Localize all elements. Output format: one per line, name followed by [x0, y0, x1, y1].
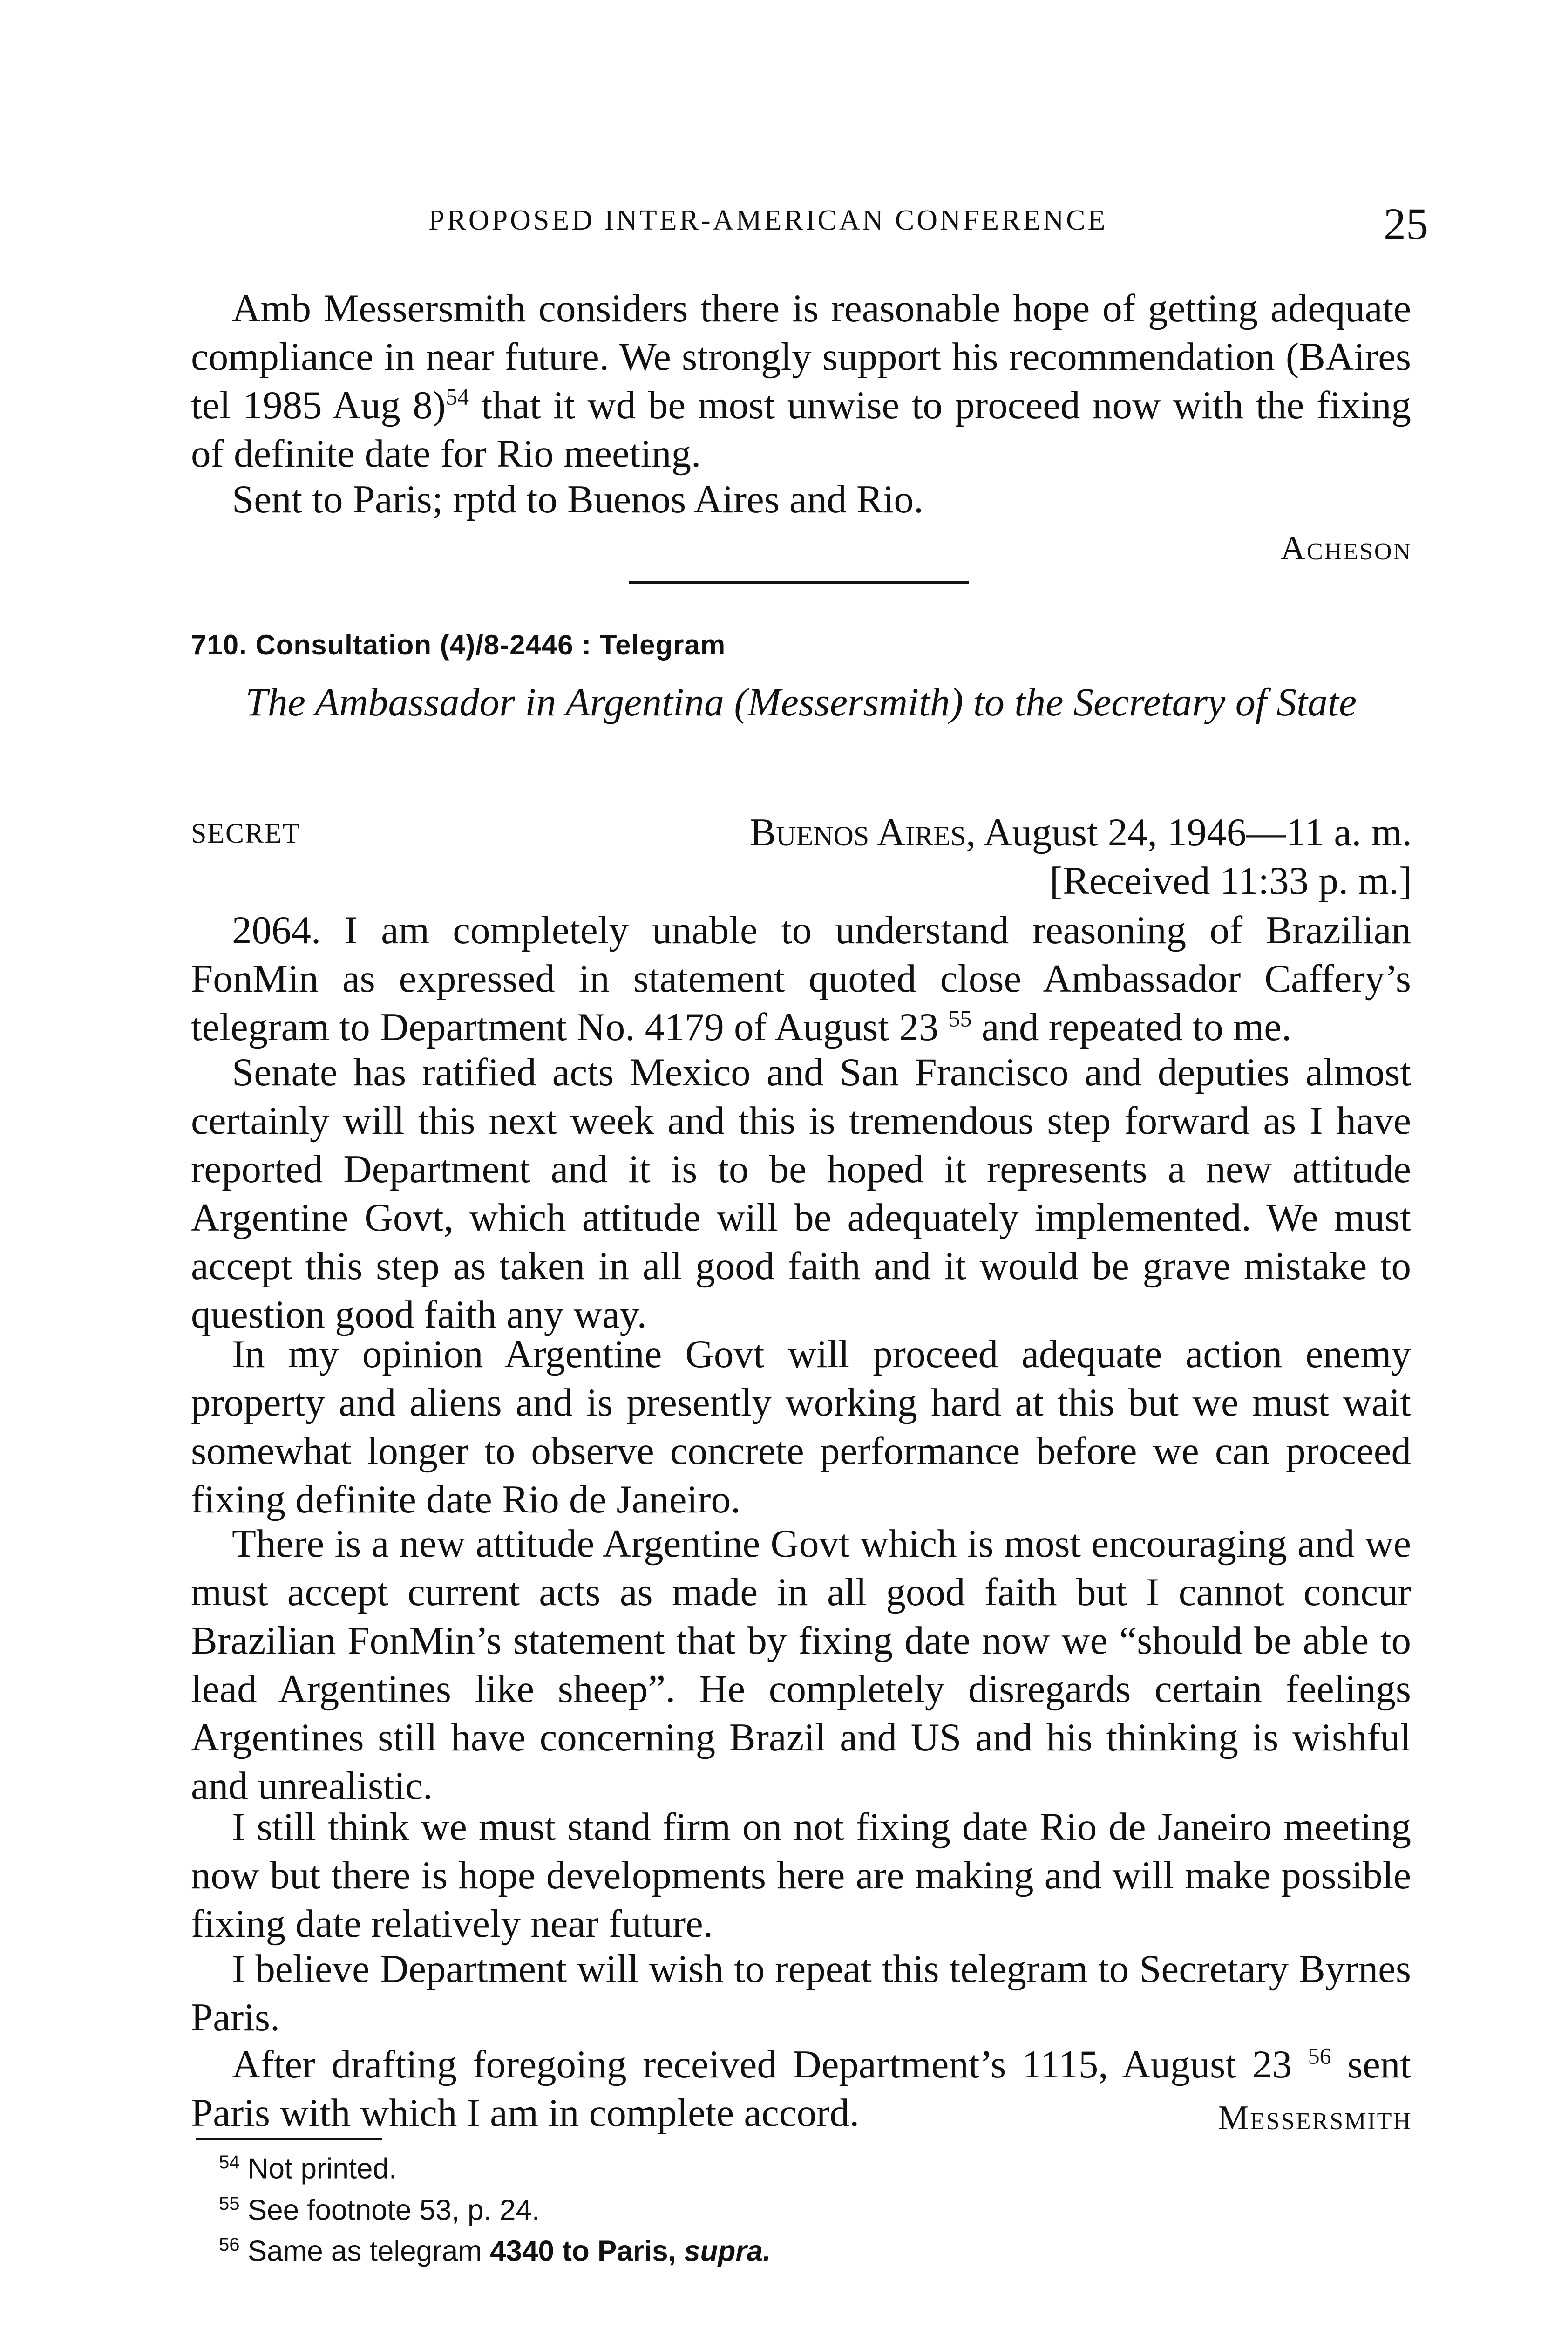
- telegram-paragraph-1-text-b: and repeated to me.: [971, 1005, 1292, 1049]
- prev-paragraph-1-text-b: that it wd be most unwise to proceed now with the fixing of definite date for Rio meeting.: [191, 383, 1411, 476]
- document-file-line: 710. Consultation (4)/8-2446 : Telegram: [191, 629, 726, 661]
- classification-label: SECRET: [191, 818, 301, 849]
- prev-paragraph-1-text-a: Amb Messersmith considers there is reasonable hope of getting adequate compliance in near future. We strongly support his recommendation (BAires tel 1985 Aug 8): [191, 286, 1411, 427]
- telegram-paragraph-1: [191, 906, 1411, 1051]
- footnote-56: [219, 2227, 771, 2269]
- page-number: 25: [1384, 199, 1428, 249]
- footnote-56-text-a: Same as telegram: [247, 2235, 490, 2268]
- section-divider: [629, 581, 969, 584]
- prev-paragraph-2: Sent to Paris; rptd to Buenos Aires and Rio.: [232, 477, 924, 521]
- footnote-55: [219, 2186, 771, 2228]
- dateline-date: , August 24, 1946—11 a. m.: [966, 810, 1412, 854]
- telegram-paragraph-4: There is a new attitude Argentine Govt which is most encouraging and we must accept current acts as made in all good faith but I cannot concur Brazilian FonMin’s statement that by fixing date now we “should be able to lead Argentines like sheep”. He completely disregards certain feelings Argentines still have concerning Brazil and US and his thinking is wishful and unrealistic.: [191, 1522, 1411, 1808]
- signature-messersmith: Messersmith: [1218, 2099, 1412, 2137]
- footnote-54-text: Not printed.: [247, 2152, 397, 2185]
- footnotes: [219, 2145, 771, 2269]
- document-title: The Ambassador in Argentina (Messersmith) to the Secretary of State: [245, 680, 1357, 724]
- footnote-56-number: 56: [219, 2234, 240, 2255]
- telegram-paragraph-1-text-a: 2064. I am completely unable to understand reasoning of Brazilian FonMin as expressed in statement quoted close Ambassador Caffery’s telegram to Department No. 4179 of August 23: [191, 908, 1411, 1049]
- dateline-place: Buenos Aires: [749, 810, 966, 854]
- footnote-54-number: 54: [219, 2152, 240, 2172]
- footnote-ref-56: 56: [1308, 2043, 1331, 2069]
- telegram-paragraph-6: I believe Department will wish to repeat this telegram to Secretary Byrnes Paris.: [191, 1947, 1411, 2039]
- telegram-paragraph-5: I still think we must stand firm on not fixing date Rio de Janeiro meeting now but there is hope developments here are making and will make possible fixing date relatively near future.: [191, 1805, 1411, 1946]
- telegram-paragraph-2: Senate has ratified acts Mexico and San Francisco and deputies almost certainly will this next week and this is tremendous step forward as I have reported Department and it is to be hoped it represents a new attitude Argentine Govt, which attitude will be adequately implemented. We must accept this step as taken in all good faith and it would be grave mistake to question good faith any way.: [191, 1050, 1411, 1336]
- footnote-56-text-c: supra.: [684, 2235, 771, 2268]
- footnote-55-number: 55: [219, 2193, 240, 2214]
- signature-acheson: Acheson: [1280, 529, 1412, 567]
- received-line: [Received 11:33 p. m.]: [1049, 859, 1412, 903]
- footnote-divider: [196, 2138, 382, 2140]
- footnote-55-text: See footnote 53, p. 24.: [247, 2194, 540, 2227]
- footnote-ref-54: 54: [446, 383, 469, 410]
- footnote-54: [219, 2145, 771, 2186]
- running-head: PROPOSED INTER-AMERICAN CONFERENCE: [428, 204, 1108, 236]
- footnote-56-text-b: 4340 to Paris,: [490, 2235, 685, 2268]
- footnote-ref-55: 55: [948, 1005, 972, 1032]
- prev-paragraph-1: [191, 284, 1411, 478]
- telegram-paragraph-7-text-a: After drafting foregoing received Department’s 1115, August 23: [232, 2043, 1308, 2086]
- telegram-paragraph-3: In my opinion Argentine Govt will proceed adequate action enemy property and aliens and is presently working hard at this but we must wait somewhat longer to observe concrete performance before we can proceed fixing definite date Rio de Janeiro.: [191, 1332, 1411, 1521]
- telegram-paragraph-7-text-b: sent Paris with which I am in complete accord.: [191, 2043, 1411, 2135]
- dateline: [750, 808, 1412, 905]
